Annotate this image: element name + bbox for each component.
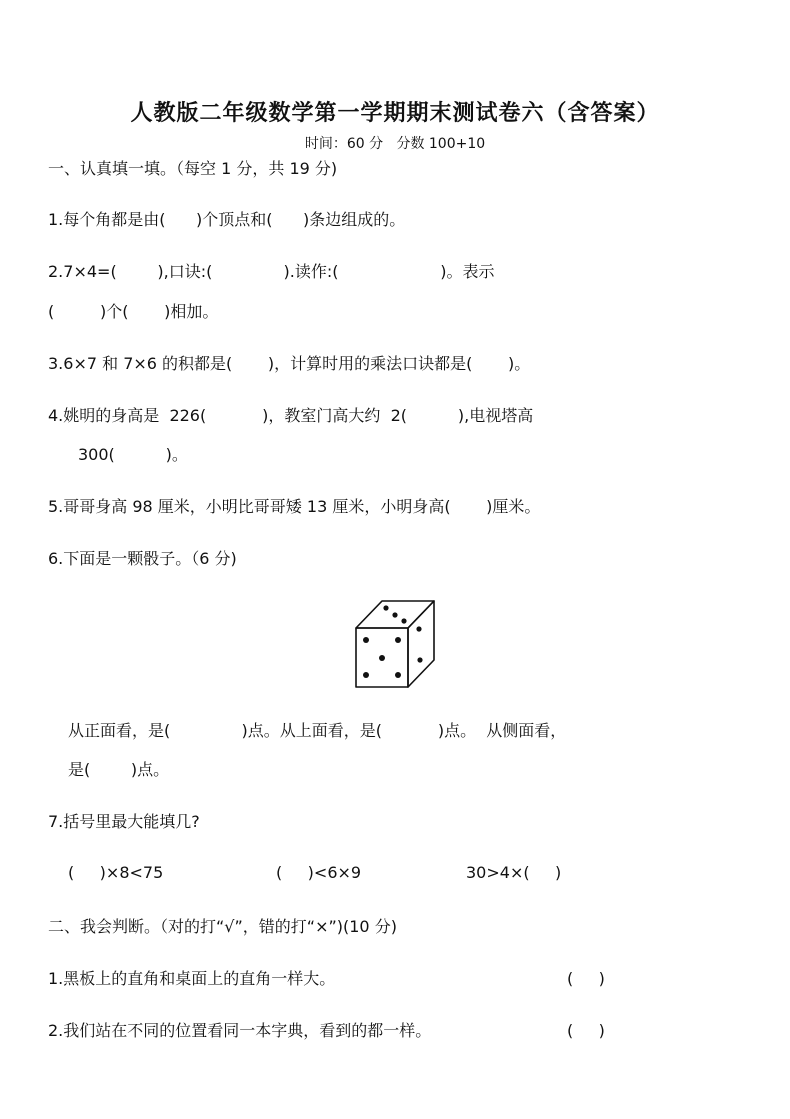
judge-answer-bracket-2: ( ) xyxy=(567,1021,605,1040)
dice-front-pip xyxy=(395,637,401,643)
judge-answer-bracket-1: ( ) xyxy=(567,969,605,988)
dice-top-pip xyxy=(401,618,406,623)
dice-side-pip xyxy=(416,626,421,631)
dice-illustration xyxy=(354,598,438,690)
question-1-4-line1: 4.姚明的身高是 226( )，教室门高大约 2( ),电视塔高 xyxy=(48,406,534,425)
dice-side-pip xyxy=(417,657,422,662)
question-1-1: 1.每个角都是由( )个顶点和( )条边组成的。 xyxy=(48,210,406,229)
question-1-3: 3.6×7 和 7×6 的积都是( )，计算时用的乘法口诀都是( )。 xyxy=(48,354,531,373)
question-1-7-b: ( )<6×9 xyxy=(276,863,362,882)
dice-top-pip xyxy=(383,605,388,610)
exam-info: 时间：60 分 分数 100+10 xyxy=(304,136,486,152)
section2-heading: 二、我会判断。（对的打“√”，错的打“×”)(10 分) xyxy=(48,917,397,936)
dice-front-pip xyxy=(379,655,385,661)
question-1-6-answer-line2: 是( )点。 xyxy=(68,760,170,779)
page-title: 人教版二年级数学第一学期期末测试卷六（含答案） xyxy=(130,101,660,126)
judge-question-2: 2.我们站在不同的位置看同一本字典，看到的都一样。 xyxy=(48,1021,432,1040)
question-1-2-line2: ( )个( )相加。 xyxy=(48,302,219,321)
question-1-2-line1: 2.7×4=( ),口诀:( ).读作:( )。表示 xyxy=(48,262,495,281)
dice-top-pip xyxy=(392,612,397,617)
section1-heading: 一、认真填一填。（每空 1 分，共 19 分) xyxy=(48,159,338,178)
question-1-5: 5.哥哥身高 98 厘米，小明比哥哥矮 13 厘米，小明身高( )厘米。 xyxy=(48,497,541,516)
dice-front-pip xyxy=(363,672,369,678)
question-1-7: 7.括号里最大能填几? xyxy=(48,812,200,831)
question-1-6: 6.下面是一颗骰子。（6 分) xyxy=(48,549,237,568)
question-1-4-line2: 300( )。 xyxy=(78,445,188,464)
dice-front-pip xyxy=(363,637,369,643)
judge-question-1: 1.黑板上的直角和桌面上的直角一样大。 xyxy=(48,969,336,988)
question-1-7-c: 30>4×( ) xyxy=(466,863,562,882)
question-1-7-a: ( )×8<75 xyxy=(68,863,164,882)
dice-front-pip xyxy=(395,672,401,678)
question-1-6-answer-line1: 从正面看，是( )点。从上面看，是( )点。 从侧面看， xyxy=(68,721,567,740)
dice-side-face xyxy=(408,601,434,687)
